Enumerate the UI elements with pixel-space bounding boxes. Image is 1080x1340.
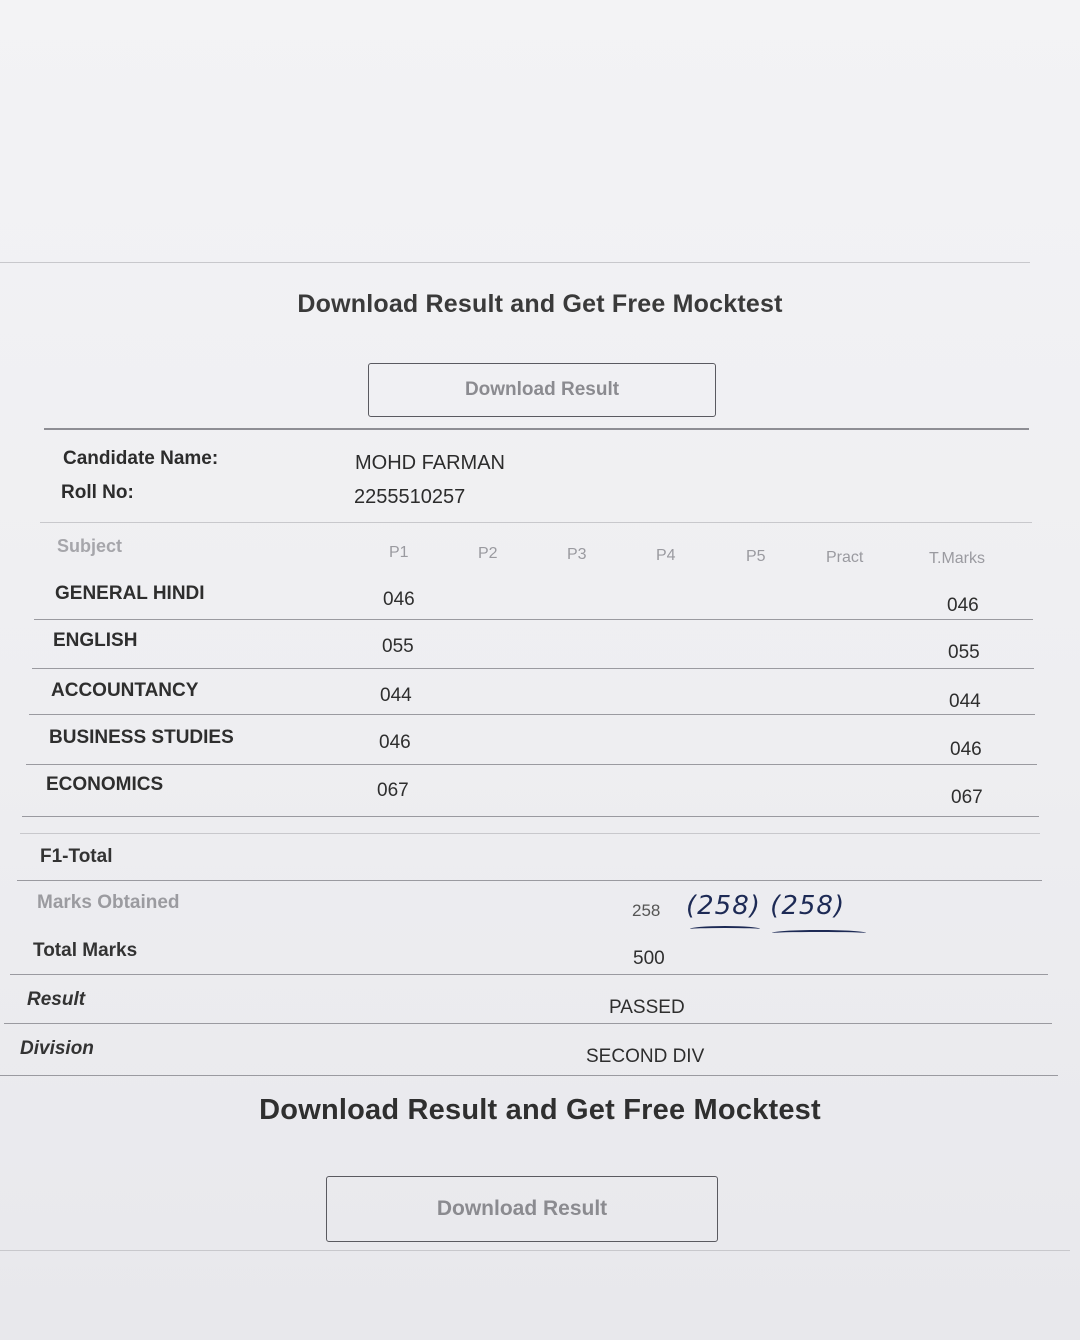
footer-heading: Download Result and Get Free Mocktest [259, 1094, 821, 1126]
row-divider [22, 816, 1039, 817]
row-divider [34, 619, 1033, 620]
column-header-p5: P5 [746, 548, 766, 565]
column-header-p2: P2 [478, 545, 498, 562]
divider [4, 1023, 1052, 1024]
divider [0, 262, 1030, 263]
p1-mark: 046 [383, 589, 415, 610]
divider [0, 1250, 1070, 1251]
result-value: PASSED [609, 997, 685, 1018]
handwritten-note: (258) (258) [686, 891, 846, 921]
column-header-p1: P1 [389, 544, 409, 561]
p1-mark: 046 [379, 732, 411, 753]
subject-name: GENERAL HINDI [55, 583, 205, 604]
roll-no-label: Roll No: [61, 482, 134, 503]
candidate-name: MOHD FARMAN [355, 452, 505, 474]
total-marks-label: Total Marks [33, 940, 138, 961]
subject-name: ACCOUNTANCY [51, 680, 199, 701]
p1-mark: 044 [380, 685, 412, 706]
column-header-p3: P3 [567, 546, 587, 563]
footer-download-result-button[interactable]: Download Result [326, 1176, 718, 1242]
total-mark: 067 [951, 787, 983, 808]
column-header-tmarks: T.Marks [929, 550, 985, 567]
total-mark: 055 [948, 642, 980, 663]
total-mark: 044 [949, 691, 981, 712]
f1-total-label: F1-Total [40, 846, 113, 867]
marks-obtained-value: 258 [632, 901, 661, 920]
marks-obtained-label: Marks Obtained [37, 892, 180, 913]
page-heading: Download Result and Get Free Mocktest [297, 290, 783, 318]
p1-mark: 055 [382, 636, 414, 657]
candidate-name-label: Candidate Name: [63, 448, 219, 469]
handwritten-underline [772, 930, 866, 936]
row-divider [32, 668, 1034, 669]
subject-name: BUSINESS STUDIES [49, 727, 234, 748]
division-value: SECOND DIV [586, 1046, 705, 1067]
row-divider [26, 764, 1037, 765]
division-label: Division [20, 1038, 94, 1059]
handwritten-underline [690, 926, 760, 932]
roll-no: 2255510257 [354, 486, 466, 508]
column-header-subject: Subject [57, 536, 123, 556]
divider [17, 880, 1042, 881]
subject-name: ECONOMICS [46, 774, 164, 795]
result-label: Result [27, 989, 86, 1010]
divider [0, 1075, 1058, 1076]
total-marks-value: 500 [633, 948, 665, 969]
divider [40, 522, 1032, 523]
row-divider [29, 714, 1035, 715]
column-header-p4: P4 [656, 547, 676, 564]
download-result-button[interactable]: Download Result [368, 363, 716, 417]
total-mark: 046 [950, 739, 982, 760]
column-header-pract: Pract [826, 549, 864, 566]
total-mark: 046 [947, 595, 979, 616]
divider [10, 974, 1048, 975]
divider [20, 833, 1040, 834]
p1-mark: 067 [377, 780, 409, 801]
divider [44, 428, 1029, 430]
subject-name: ENGLISH [53, 630, 138, 651]
